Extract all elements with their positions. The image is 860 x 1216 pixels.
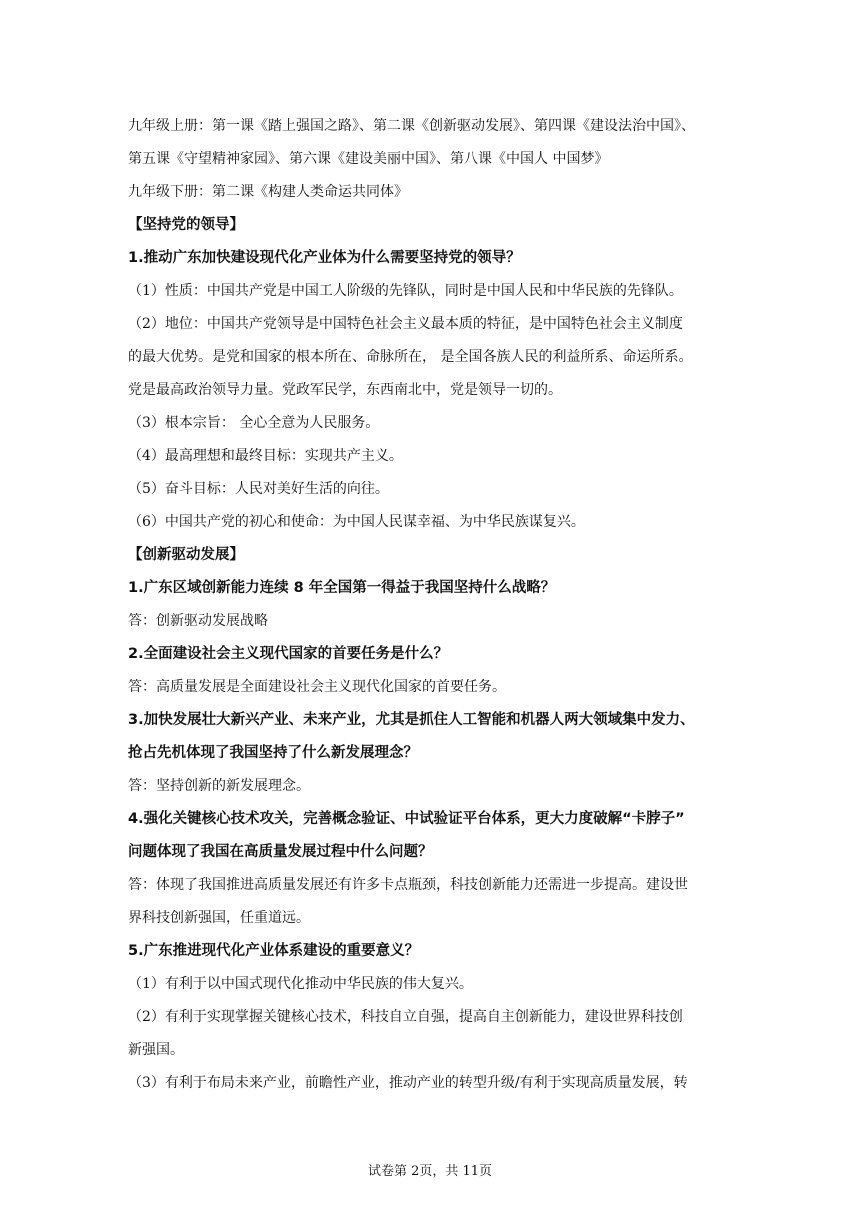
heading-line: 问题体现了我国在高质量发展过程中什么问题？: [128, 844, 433, 860]
text-line: （1）有利于以中国式现代化推动中华民族的伟大复兴。: [128, 976, 473, 992]
text-line: 的最大优势。是党和国家的根本所在、命脉所在， 是全国各族人民的利益所系、命运所系。: [128, 349, 693, 365]
text-line: （3）有利于布局未来产业，前瞻性产业，推动产业的转型升级/有利于实现高质量发展，转: [128, 1075, 688, 1091]
text-line: （3）根本宗旨： 全心全意为人民服务。: [128, 415, 380, 431]
text-line: （2）地位：中国共产党领导是中国特色社会主义最本质的特征，是中国特色社会主义制度: [128, 316, 683, 332]
heading-line: 抢占先机体现了我国坚持了什么新发展理念？: [128, 745, 418, 761]
text-line: 答：高质量发展是全面建设社会主义现代化国家的首要任务。: [128, 679, 506, 695]
text-line: （4）最高理想和最终目标：实现共产主义。: [128, 448, 403, 464]
document-body: [128, 110, 738, 1100]
text-line: （6）中国共产党的初心和使命：为中国人民谋幸福、为中华民族谋复兴。: [128, 514, 585, 530]
text-line: 界科技创新强国，任重道远。: [128, 910, 310, 926]
text-line: 党是最高政治领导力量。党政军民学，东西南北中，党是领导一切的。: [128, 382, 562, 398]
heading-line: 1.推动广东加快建设现代化产业体为什么需要坚持党的领导？: [128, 250, 521, 266]
heading-line: 【坚持党的领导】: [128, 217, 244, 233]
heading-line: 5.广东推进现代化产业体系建设的重要意义？: [128, 943, 420, 959]
page-footer: 试卷第 2页，共 11页: [367, 1164, 493, 1179]
text-line: 答：坚持创新的新发展理念。: [128, 778, 310, 794]
text-line: 答：创新驱动发展战略: [128, 613, 268, 629]
text-line: （5）奋斗目标：人民对美好生活的向往。: [128, 481, 389, 497]
heading-line: 2.全面建设社会主义现代国家的首要任务是什么？: [128, 646, 449, 662]
heading-line: 4.强化关键核心技术攻关，完善概念验证、中试验证平台体系，更大力度破解“卡脖子”: [128, 811, 685, 827]
heading-line: 3.加快发展壮大新兴产业、未来产业，尤其是抓住人工智能和机器人两大领域集中发力、: [128, 712, 695, 728]
text-line: 新强国。: [128, 1042, 184, 1058]
text-line: 第五课《守望精神家园》、第六课《建设美丽中国》、第八课《中国人 中国梦》: [128, 151, 609, 167]
text-line: （2）有利于实现掌握关键核心技术，科技自立自强，提高自主创新能力，建设世界科技创: [128, 1009, 683, 1025]
text-line: 九年级上册：第一课《踏上强国之路》、第二课《创新驱动发展》、第四课《建设法治中国》、: [128, 118, 695, 134]
heading-line: 【创新驱动发展】: [128, 547, 244, 563]
text-line: （1）性质：中国共产党是中国工人阶级的先锋队，同时是中国人民和中华民族的先锋队。: [128, 283, 683, 299]
text-line: 答：体现了我国推进高质量发展还有许多卡点瓶颈，科技创新能力还需进一步提高。建设世: [128, 877, 688, 893]
text-line: 九年级下册：第二课《构建人类命运共同体》: [128, 184, 408, 200]
heading-line: 1.广东区域创新能力连续 8 年全国第一得益于我国坚持什么战略？: [128, 580, 556, 596]
